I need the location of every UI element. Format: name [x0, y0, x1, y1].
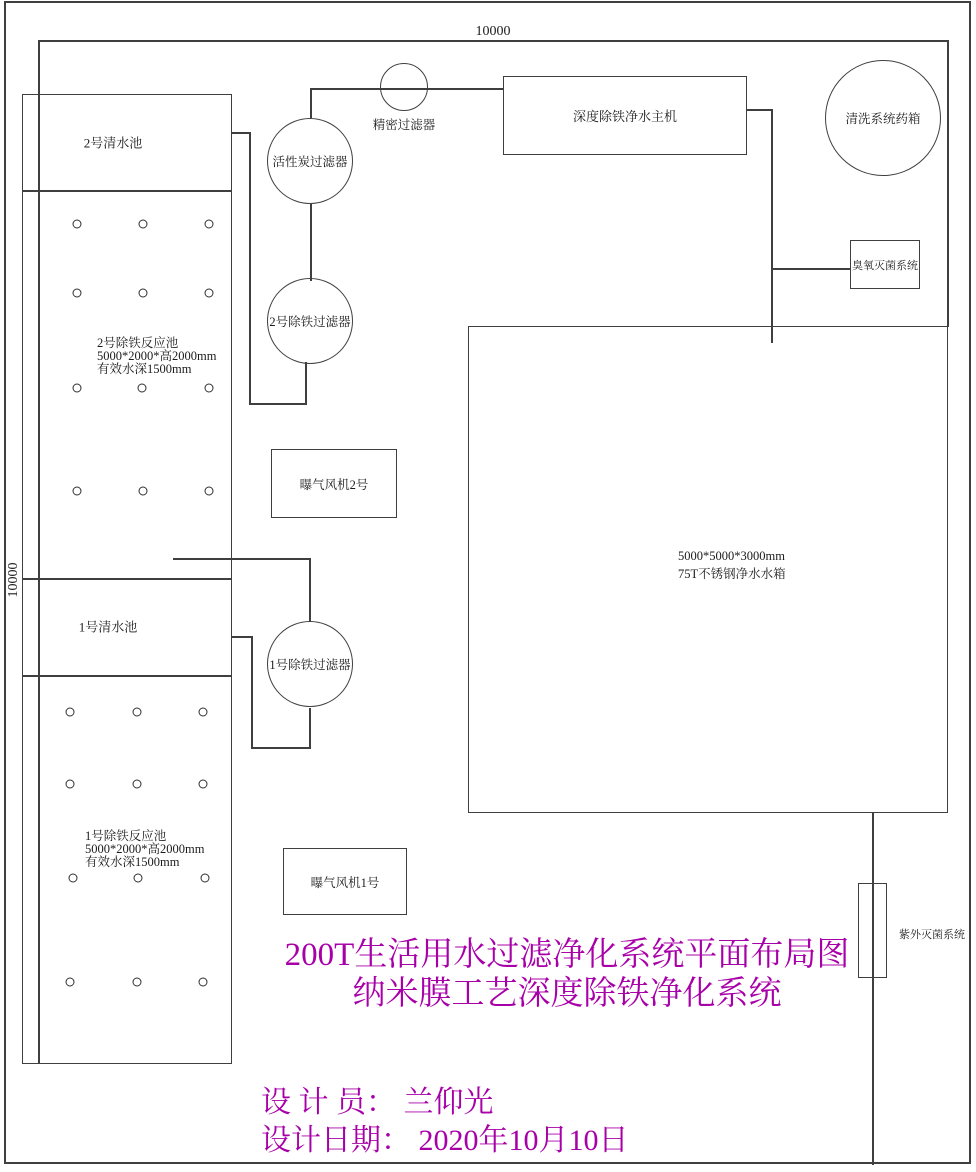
aeration-fan2-label: 曝气风机2号	[299, 477, 369, 492]
drain-hole	[133, 978, 142, 987]
reaction2-line3: 有效水深1500mm	[97, 362, 192, 376]
drain-hole	[133, 780, 142, 789]
carbon-filter-label: 活性炭过滤器	[272, 155, 348, 169]
pipe-channel1-riser	[309, 708, 311, 749]
pipe-channel1-down	[251, 636, 253, 749]
pipe-channel1-bottom	[251, 747, 310, 749]
drain-hole	[205, 289, 214, 298]
uv-system-label: 紫外灭菌系统	[899, 929, 965, 941]
precision-filter-circle	[380, 63, 428, 111]
drain-hole	[139, 220, 148, 229]
drain-hole	[73, 487, 82, 496]
pipe-carbon-filter-top	[310, 88, 312, 118]
pipe-main-unit-out	[747, 109, 773, 111]
drain-hole	[133, 708, 142, 717]
tank-divider-pool2	[22, 190, 232, 192]
drain-hole	[205, 487, 214, 496]
left-dimension-label: 10000	[6, 562, 21, 598]
aeration-fan1-label: 曝气风机1号	[310, 875, 380, 890]
top-dimension-label: 10000	[475, 24, 511, 39]
drain-hole	[199, 708, 208, 717]
drain-hole	[66, 780, 75, 789]
reaction1-line3: 有效水深1500mm	[85, 855, 180, 869]
ozone-system-box	[850, 240, 920, 289]
inner-border-top	[38, 40, 948, 42]
iron-filter2-label: 2号除铁过滤器	[269, 315, 351, 329]
iron-filter2-circle	[267, 278, 353, 364]
drain-hole	[205, 384, 214, 393]
drain-hole	[139, 289, 148, 298]
reaction1-line1: 1号除铁反应池	[85, 829, 167, 843]
iron-filter1-circle	[267, 621, 353, 707]
water-tank-spec-line2: 75T不锈钢净水水箱	[678, 567, 786, 581]
pool1-label: 1号清水池	[78, 619, 138, 635]
drawing-title	[167, 936, 967, 1014]
designer-line: 设 计 员： 兰仰光	[261, 1086, 494, 1119]
reaction2-spec	[97, 337, 216, 376]
pipe-to-water-tank	[771, 109, 773, 343]
carbon-filter-circle	[267, 118, 353, 204]
reaction1-line2: 5000*2000*高2000mm	[85, 842, 205, 856]
precision-filter-label: 精密过滤器	[372, 118, 436, 132]
drain-hole	[134, 874, 143, 883]
drain-hole	[138, 384, 147, 393]
tank-divider-pool1-bottom	[22, 675, 232, 677]
drawing-credits	[261, 1084, 629, 1160]
pipe-channel2-riser	[305, 362, 307, 405]
reaction2-line2: 5000*2000*高2000mm	[97, 349, 217, 363]
pipe-channel2-down	[249, 132, 251, 405]
drain-hole	[66, 978, 75, 987]
ozone-system-label: 臭氧灭菌系统	[852, 259, 918, 272]
pipe-to-ozone	[772, 268, 850, 270]
drain-hole	[73, 384, 82, 393]
drain-hole	[73, 220, 82, 229]
date-line: 设计日期： 2020年10月10日	[261, 1124, 629, 1157]
inner-border-right	[947, 40, 949, 327]
drain-hole	[69, 874, 78, 883]
drain-hole	[73, 289, 82, 298]
reaction2-line1: 2号除铁反应池	[97, 336, 179, 350]
pool2-label: 2号清水池	[83, 135, 143, 151]
water-tank-spec-line1: 5000*5000*3000mm	[678, 549, 785, 563]
pipe-channel1-top	[232, 636, 253, 638]
drain-hole	[66, 708, 75, 717]
aeration-fan1-box	[283, 848, 407, 915]
pipe-carbon-to-iron2	[310, 204, 312, 281]
water-tank-spec	[678, 547, 786, 583]
title-line1: 200T生活用水过滤净化系统平面布局图	[284, 937, 850, 973]
drain-hole	[139, 487, 148, 496]
pipe-channel2-bottom	[249, 403, 307, 405]
drain-hole	[199, 780, 208, 789]
drain-hole	[201, 874, 210, 883]
tank-divider-pool1-top	[22, 578, 232, 580]
main-unit-box	[503, 76, 747, 155]
aeration-fan2-box	[271, 449, 397, 518]
chem-tank-circle	[825, 60, 941, 176]
main-unit-label: 深度除铁净水主机	[572, 109, 677, 124]
title-line2: 纳米膜工艺深度除铁净化系统	[352, 976, 782, 1012]
reaction1-spec	[85, 830, 204, 869]
iron-filter1-label: 1号除铁过滤器	[269, 658, 351, 672]
pipe-feed1-vertical	[309, 558, 311, 622]
drain-hole	[205, 220, 214, 229]
chem-tank-label: 清洗系统药箱	[845, 112, 921, 126]
